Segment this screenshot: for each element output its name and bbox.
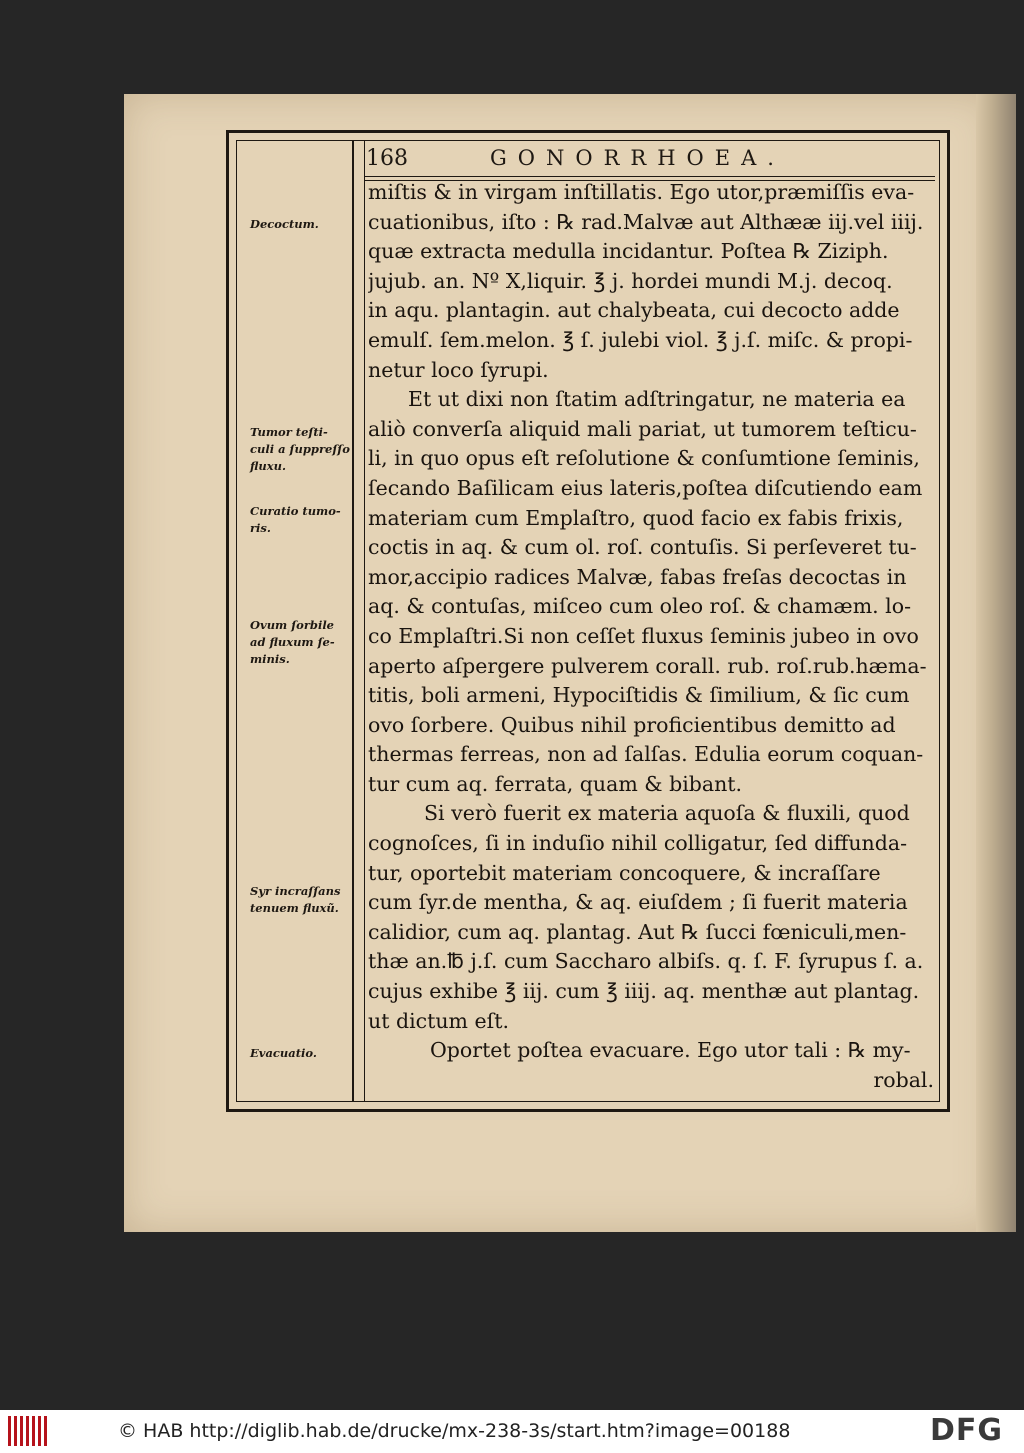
margin-note: Syr incraſſans tenuem fluxũ. — [250, 884, 341, 915]
text-line: li, in quo opus eſt reſolutione & conſumtione ſeminis, — [368, 446, 920, 471]
text-line: quæ extracta medulla incidantur. Poſtea ℞ Ziziph. — [368, 239, 889, 264]
text-line: in aqu. plantagin. aut chalybeata, cui decocto adde — [368, 298, 900, 323]
text-line: mor,accipio radices Malvæ, fabas freſas decoctas in — [368, 564, 907, 589]
text-line: cujus exhibe ℥ iij. cum ℥ iiij. aq. menthæ aut plantag. — [368, 979, 920, 1004]
margin-rule — [352, 140, 354, 1102]
text-line: cum ſyr.de mentha, & aq. eiuſdem ; ſi fuerit materia — [368, 890, 908, 915]
text-line: coctis in aq. & cum ol. roſ. contuſis. Si perſeveret tu- — [368, 535, 917, 560]
text-line: Et ut dixi non ſtatim adſtringatur, ne materia ea — [408, 387, 906, 412]
header-rule — [365, 176, 935, 177]
text-line: Oportet poſtea evacuare. Ego utor tali : ℞ my- — [430, 1038, 911, 1063]
text-line: cognoſces, ſi in induſio nihil colligatur, ſed diffunda- — [368, 831, 907, 856]
body-text — [368, 178, 934, 1095]
text-line: jujub. an. Nº X,liquir. ℥ j. hordei mundi M.j. decoq. — [368, 268, 893, 293]
text-line: thæ an.℔ j.ſ. cum Saccharo albiſs. q. ſ. F. ſyrupus ſ. a. — [368, 949, 924, 974]
text-line: emulſ. ſem.melon. ℥ ſ. julebi viol. ℥ j.ſ. miſc. & propi- — [368, 327, 913, 352]
text-line: titis, boli armeni, Hypociſtidis & ſimilium, & ſic cum — [368, 683, 910, 708]
text-line: ſecando Baſilicam eius lateris,poſtea diſcutiendo eam — [368, 475, 923, 500]
library-logo-icon — [8, 1416, 48, 1446]
citation-link[interactable]: © HAB http://diglib.hab.de/drucke/mx-238-3s/start.htm?image=00188 — [118, 1420, 791, 1442]
text-line: aq. & contuſas, miſceo cum oleo roſ. & chamæm. lo- — [368, 594, 911, 619]
running-head: GONORRHOEA. — [490, 146, 785, 170]
text-line: ovo ſorbere. Quibus nihil proficientibus demitto ad — [368, 712, 896, 737]
text-line: tur cum aq. ferrata, quam & bibant. — [368, 771, 743, 796]
margin-note: Curatio tumo-ris. — [250, 504, 341, 535]
text-line: tur, oportebit materiam concoquere, & incraſſare — [368, 860, 881, 885]
margin-note: Ovum ſorbile ad fluxum ſe-minis. — [250, 618, 335, 666]
page-number: 168 — [366, 146, 408, 171]
text-line: co Emplaſtri.Si non ceſſet fluxus ſeminis jubeo in ovo — [368, 623, 919, 648]
margin-note: Evacuatio. — [250, 1046, 317, 1060]
text-line: miſtis & in virgam inſtillatis. Ego utor,præmiſſis eva- — [368, 180, 915, 204]
text-line: thermas ferreas, non ad ſalſas. Edulia eorum coquan- — [368, 742, 924, 767]
text-line: netur loco ſyrupi. — [368, 357, 549, 382]
margin-note: Tumor teſti-culi a ſuppreſſo fluxu. — [250, 425, 350, 473]
text-line: Si verò fuerit ex materia aquoſa & fluxili, quod — [424, 801, 910, 826]
margin-note: Decoctum. — [250, 217, 319, 231]
text-line: aperto aſpergere pulverem corall. rub. roſ.rub.hæma- — [368, 653, 927, 678]
dfg-logo: DFG — [930, 1413, 1004, 1448]
text-line: cuationibus, iſto : ℞ rad.Malvæ aut Althææ iij.vel iiij. — [368, 209, 924, 234]
text-line: materiam cum Emplaſtro, quod facio ex fabis frixis, — [368, 505, 904, 530]
text-line: aliò converſa aliquid mali pariat, ut tumorem teſticu- — [368, 416, 917, 441]
text-line: robal. — [873, 1067, 934, 1092]
page-edge — [976, 94, 1016, 1232]
text-line: ut dictum eſt. — [368, 1008, 509, 1033]
text-line: calidior, cum aq. plantag. Aut ℞ ſucci fœniculi,men- — [368, 919, 907, 944]
margin-rule-inner — [364, 140, 365, 1102]
